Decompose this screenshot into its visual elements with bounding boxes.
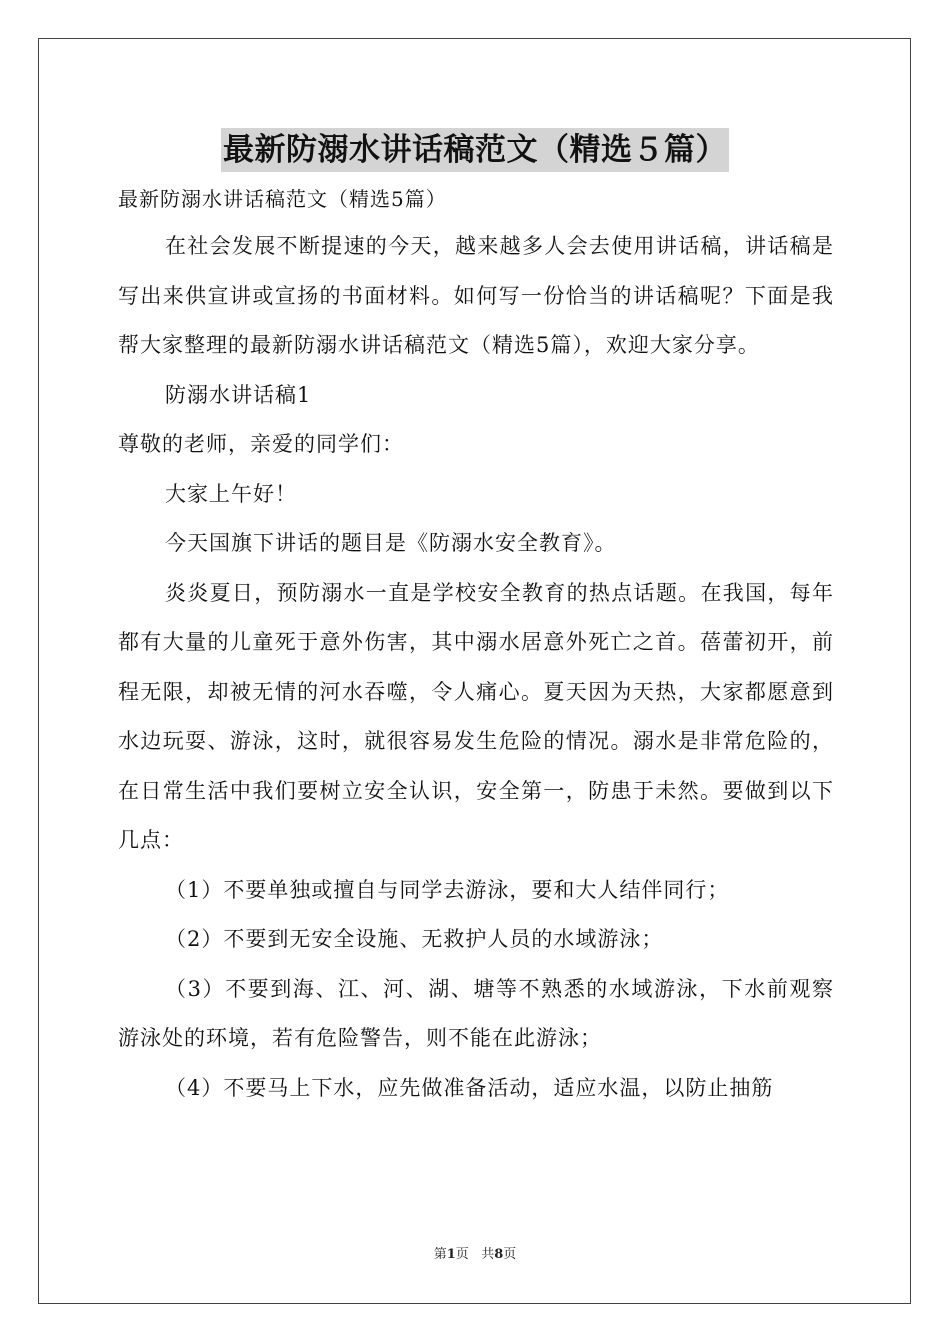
- total-prefix: 共: [481, 1247, 495, 1262]
- page-footer: [0, 1245, 950, 1265]
- paragraph-topic: 今天国旗下讲话的题目是《防溺水安全教育》。: [165, 531, 617, 555]
- page-total: 8: [494, 1247, 504, 1262]
- document-title: 最新防溺水讲话稿范文（精选５篇）: [221, 128, 729, 172]
- page-suffix: 页: [455, 1247, 469, 1262]
- list-item-2: （2）不要到无安全设施、无救护人员的水域游泳；: [165, 927, 664, 951]
- paragraph-body: 炎炎夏日，预防溺水一直是学校安全教育的热点话题。在我国，每年都有大量的儿童死于意外伤害，其中溺水居意外死亡之首。蓓蕾初开，前程无限，却被无情的河水吞噬，令人痛心。夏天因为天热，大家都愿意到水边玩耍、游泳，这时，就很容易发生危险的情况。溺水是非常危险的，在日常生活中我们要树立安全认识，安全第一，防患于未然。要做到以下几点：: [118, 580, 834, 852]
- page-current: 1: [446, 1247, 456, 1262]
- paragraph-subtitle: 最新防溺水讲话稿范文（精选5篇）: [118, 187, 447, 211]
- paragraph-salutation: 尊敬的老师，亲爱的同学们：: [118, 432, 404, 456]
- paragraph-greeting: 大家上午好！: [165, 481, 297, 506]
- title-container: [0, 128, 950, 172]
- section-heading: 防溺水讲话稿1: [165, 382, 312, 407]
- total-suffix: 页: [503, 1247, 517, 1262]
- list-item-1: （1）不要单独或擅自与同学去游泳，要和大人结伴同行；: [165, 877, 730, 902]
- document-body: [118, 176, 834, 1113]
- list-item-4: （4）不要马上下水，应先做准备活动，适应水温，以防止抽筋: [165, 1075, 774, 1100]
- list-item-3: （3）不要到海、江、河、湖、塘等不熟悉的水域游泳，下水前观察游泳处的环境，若有危险警告，则不能在此游泳；: [118, 976, 834, 1050]
- paragraph-intro: 在社会发展不断提速的今天，越来越多人会去使用讲话稿，讲话稿是写出来供宣讲或宣扬的书面材料。如何写一份恰当的讲话稿呢？下面是我帮大家整理的最新防溺水讲话稿范文（精选5篇），欢迎大家分享。: [118, 234, 834, 357]
- page-prefix: 第: [433, 1247, 447, 1262]
